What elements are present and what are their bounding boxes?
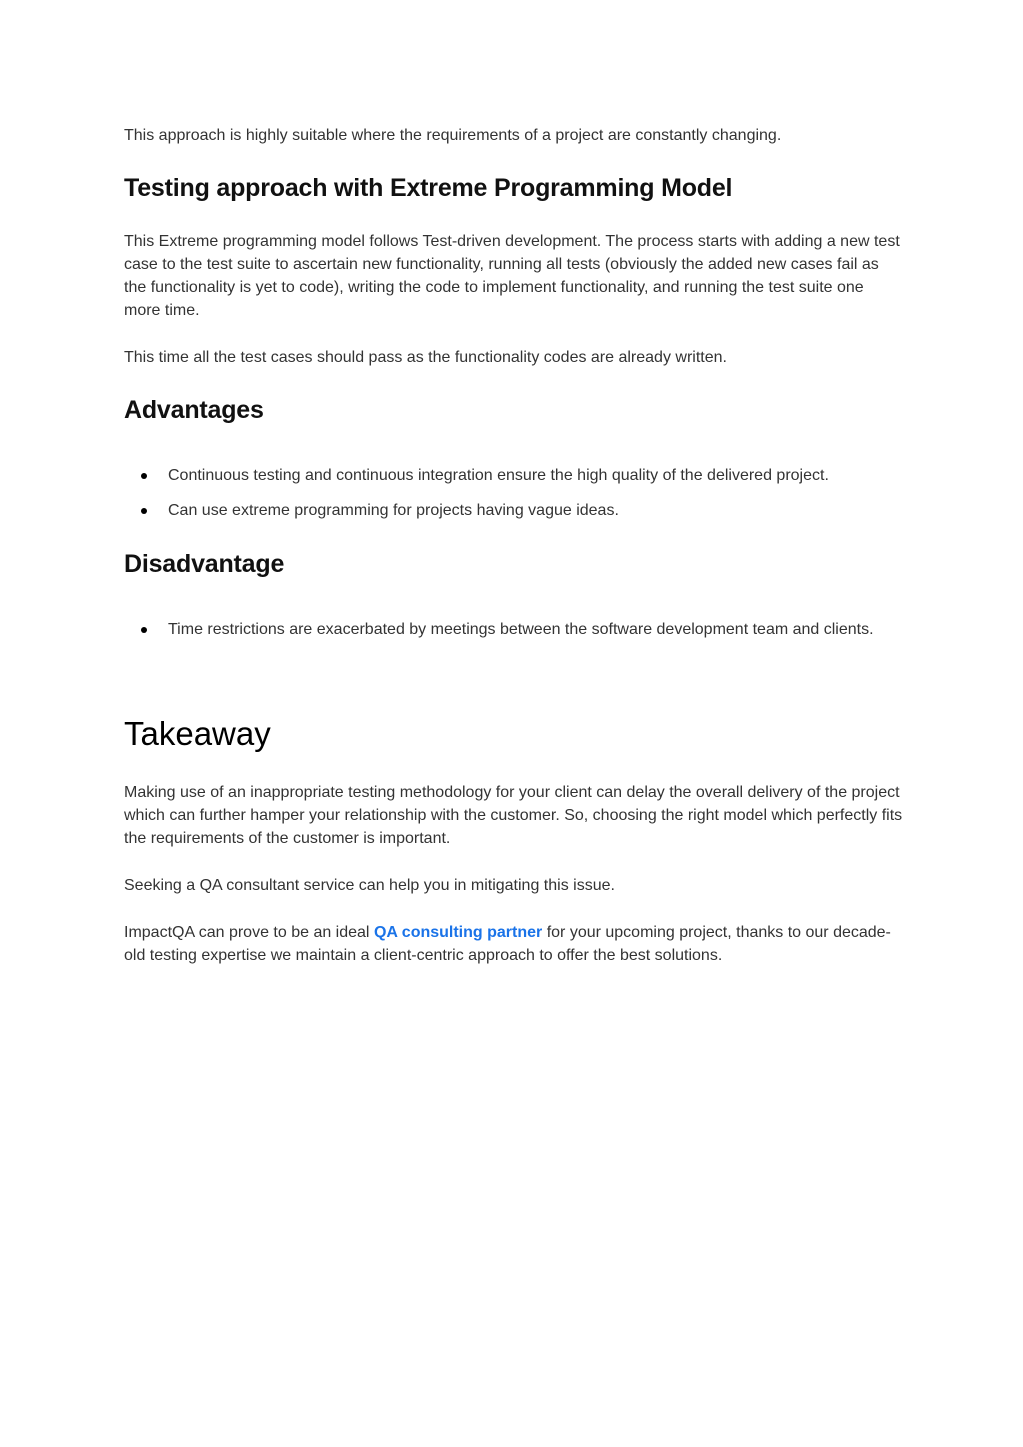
bullet-icon [141, 508, 147, 514]
takeaway-heading: Takeaway [124, 715, 271, 752]
advantages-heading: Advantages [124, 396, 264, 424]
disadvantage-text: Time restrictions are exacerbated by meetings between the software development team and clients. [168, 621, 874, 638]
xp-paragraph-1: This Extreme programming model follows Test-driven development. The process starts with adding a new test case to the test suite to ascertain new functionality, running all tests (obviously the added new cases fail as the functionality is yet to code), writing the code to implement functionality, and running the test suite one more time. [124, 233, 900, 319]
disadvantage-heading: Disadvantage [124, 550, 285, 578]
advantage-text: Can use extreme programming for projects having vague ideas. [168, 502, 619, 519]
takeaway-paragraph-3 [124, 921, 904, 967]
intro-paragraph: This approach is highly suitable where the requirements of a project are constantly changing. [124, 127, 782, 144]
advantage-text: Continuous testing and continuous integration ensure the high quality of the delivered project. [168, 467, 829, 484]
list-item [124, 612, 904, 647]
takeaway-paragraph-1: Making use of an inappropriate testing methodology for your client can delay the overall delivery of the project which can further hamper your relationship with the customer. So, choosing the right model which perfectly fits the requirements of the customer is important. [124, 784, 903, 847]
list-item [124, 493, 904, 528]
bullet-icon [141, 473, 147, 479]
xp-paragraph-2: This time all the test cases should pass as the functionality codes are already written. [124, 349, 727, 366]
bullet-icon [141, 627, 147, 633]
list-item [124, 458, 904, 493]
xp-section-heading: Testing approach with Extreme Programming Model [124, 174, 733, 202]
advantages-list [124, 458, 904, 528]
qa-consulting-partner-link[interactable]: QA consulting partner [373, 924, 543, 941]
takeaway-paragraph-2: Seeking a QA consultant service can help you in mitigating this issue. [124, 877, 615, 894]
disadvantage-list [124, 612, 904, 647]
paragraph-text-before-link: ImpactQA can prove to be an ideal [124, 924, 374, 941]
paragraph-text-after-link: for your upcoming project, thanks to our decade-old testing expertise we maintain a client-centric approach to offer the best solutions. [124, 924, 891, 964]
